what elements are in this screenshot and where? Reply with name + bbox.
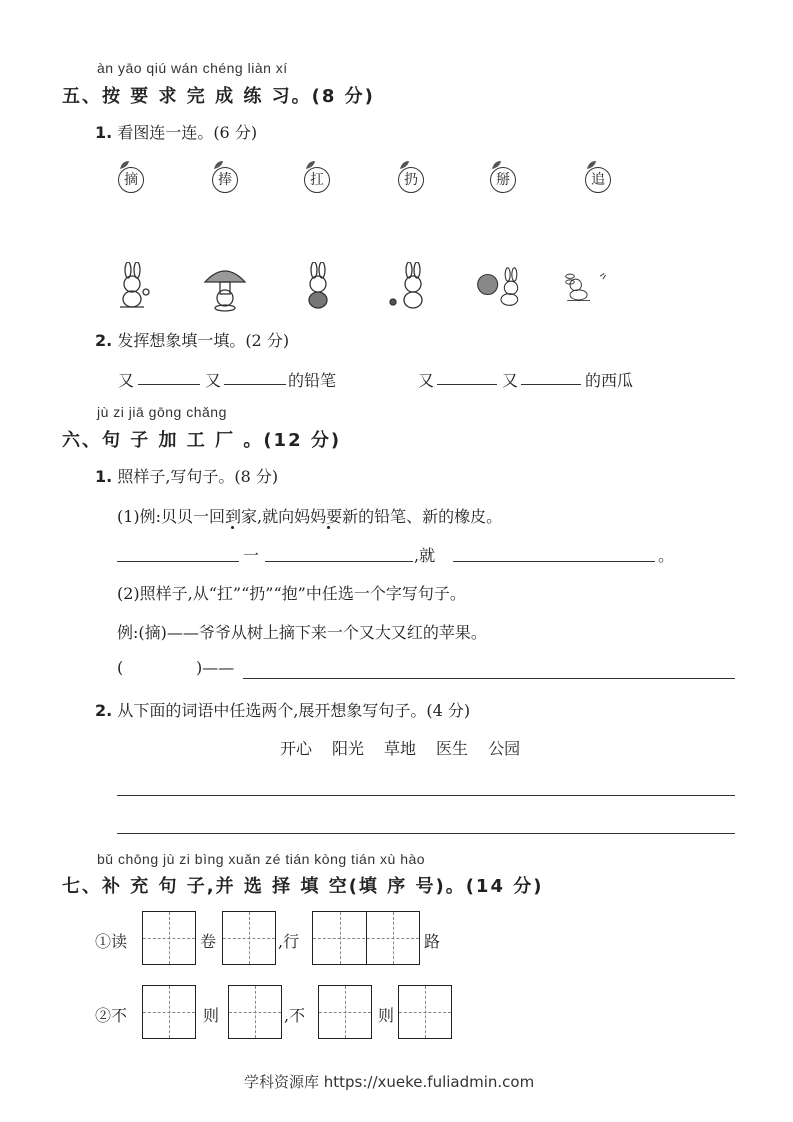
fill-word: 卷	[200, 932, 217, 951]
section7-title: 七、补 充 句 子,并 选 择 填 空(填 序 号)。(14 分)	[62, 876, 544, 897]
rabbit-throwing-icon[interactable]	[385, 262, 435, 312]
paren-close: )——	[196, 658, 235, 677]
char-label: 扛	[304, 167, 330, 193]
tianzige-box[interactable]	[398, 985, 452, 1039]
blank-line[interactable]	[138, 384, 200, 385]
emphasis-dot	[231, 526, 234, 529]
section6-title: 六、句 子 加 工 厂 。(12 分)	[62, 430, 342, 451]
word-item: 开心	[280, 739, 313, 758]
fill-word: ,就	[414, 546, 436, 565]
rabbit-picking-icon[interactable]	[110, 262, 160, 312]
section6-q2	[95, 698, 470, 721]
char-choice-input[interactable]	[128, 656, 196, 678]
question-text: 照样子,写句子。(8 分)	[117, 467, 279, 486]
fill-word: 一	[243, 546, 260, 565]
char-badge-1[interactable]	[117, 160, 147, 196]
word-item: 医生	[436, 739, 469, 758]
section5-title: 五、按 要 求 完 成 练 习。(8 分)	[62, 86, 375, 107]
answer-line[interactable]	[117, 795, 735, 796]
blank-line[interactable]	[521, 384, 581, 385]
char-label: 捧	[212, 167, 238, 193]
char-badge-2[interactable]	[211, 160, 241, 196]
section5-pinyin: àn yāo qiú wán chéng liàn xí	[97, 60, 288, 76]
question-text: 看图连一连。(6 分)	[117, 123, 258, 142]
tianzige-box[interactable]	[228, 985, 282, 1039]
emphasis-dot	[327, 526, 330, 529]
fill-word: ,行	[278, 932, 300, 951]
example-instruction-2: (2)照样子,从“扛”“扔”“抱”中任选一个字写句子。	[117, 584, 466, 603]
question-number: 1.	[95, 123, 113, 142]
char-label: 追	[585, 167, 611, 193]
section5-q1	[95, 120, 257, 143]
tianzige-box-double[interactable]	[312, 911, 420, 965]
char-label: 摘	[118, 167, 144, 193]
fill-word: 则	[378, 1006, 395, 1025]
fill-word: 又	[118, 371, 135, 390]
fill-word: 又	[418, 371, 435, 390]
char-badge-4[interactable]	[397, 160, 427, 196]
section6-pinyin: jù zi jiā gōng chǎng	[97, 404, 227, 420]
word-item: 阳光	[332, 739, 365, 758]
blank-line[interactable]	[224, 384, 286, 385]
tianzige-box[interactable]	[142, 985, 196, 1039]
blank-line[interactable]	[117, 561, 239, 562]
fill-word: 则	[203, 1006, 220, 1025]
tianzige-box[interactable]	[142, 911, 196, 965]
fill-word: 又	[205, 371, 222, 390]
footer-watermark[interactable]: 学科资源库 https://xueke.fuliadmin.com	[244, 1073, 535, 1091]
rabbit-mushroom-icon[interactable]	[200, 262, 250, 312]
word-bank	[280, 736, 520, 759]
fill-suffix: 的铅笔	[288, 371, 337, 390]
section7-pinyin: bǔ chōng jù zi bìng xuǎn zé tián kòng tián xù hào	[97, 851, 426, 867]
char-badge-6[interactable]	[584, 160, 614, 196]
answer-line[interactable]	[243, 678, 735, 679]
answer-line[interactable]	[117, 833, 735, 834]
char-badge-3[interactable]	[303, 160, 333, 196]
question-text: 发挥想象填一填。(2 分)	[117, 331, 290, 350]
question-number: 2.	[95, 701, 113, 720]
item-label: ①读	[95, 932, 128, 951]
question-number: 1.	[95, 467, 113, 486]
fill-word: 又	[502, 371, 519, 390]
fill-word: ,不	[284, 1006, 306, 1025]
question-number: 2.	[95, 331, 113, 350]
example-sentence-1: (1)例:贝贝一回到家,就向妈妈要新的铅笔、新的橡皮。	[117, 507, 503, 526]
tianzige-box[interactable]	[222, 911, 276, 965]
section5-q2	[95, 328, 289, 351]
section6-q1	[95, 464, 278, 487]
rabbit-bush-icon[interactable]	[476, 262, 526, 312]
blank-line[interactable]	[453, 561, 655, 562]
question-text: 从下面的词语中任选两个,展开想象写句子。(4 分)	[117, 701, 471, 720]
word-item: 公园	[488, 739, 521, 758]
fill-word: 。	[658, 546, 675, 565]
word-item: 草地	[384, 739, 417, 758]
tianzige-box[interactable]	[318, 985, 372, 1039]
char-label: 掰	[490, 167, 516, 193]
rabbit-chasing-icon[interactable]	[560, 262, 610, 312]
char-badge-5[interactable]	[489, 160, 519, 196]
fill-word: 路	[424, 932, 441, 951]
fill-suffix: 的西瓜	[585, 371, 634, 390]
blank-line[interactable]	[265, 561, 413, 562]
item-label: ②不	[95, 1006, 128, 1025]
paren-open: (	[117, 658, 124, 677]
char-label: 扔	[398, 167, 424, 193]
example-sentence-2: 例:(摘)——爷爷从树上摘下来一个又大又红的苹果。	[117, 623, 487, 642]
rabbit-carrying-icon[interactable]	[294, 262, 344, 312]
blank-line[interactable]	[437, 384, 497, 385]
